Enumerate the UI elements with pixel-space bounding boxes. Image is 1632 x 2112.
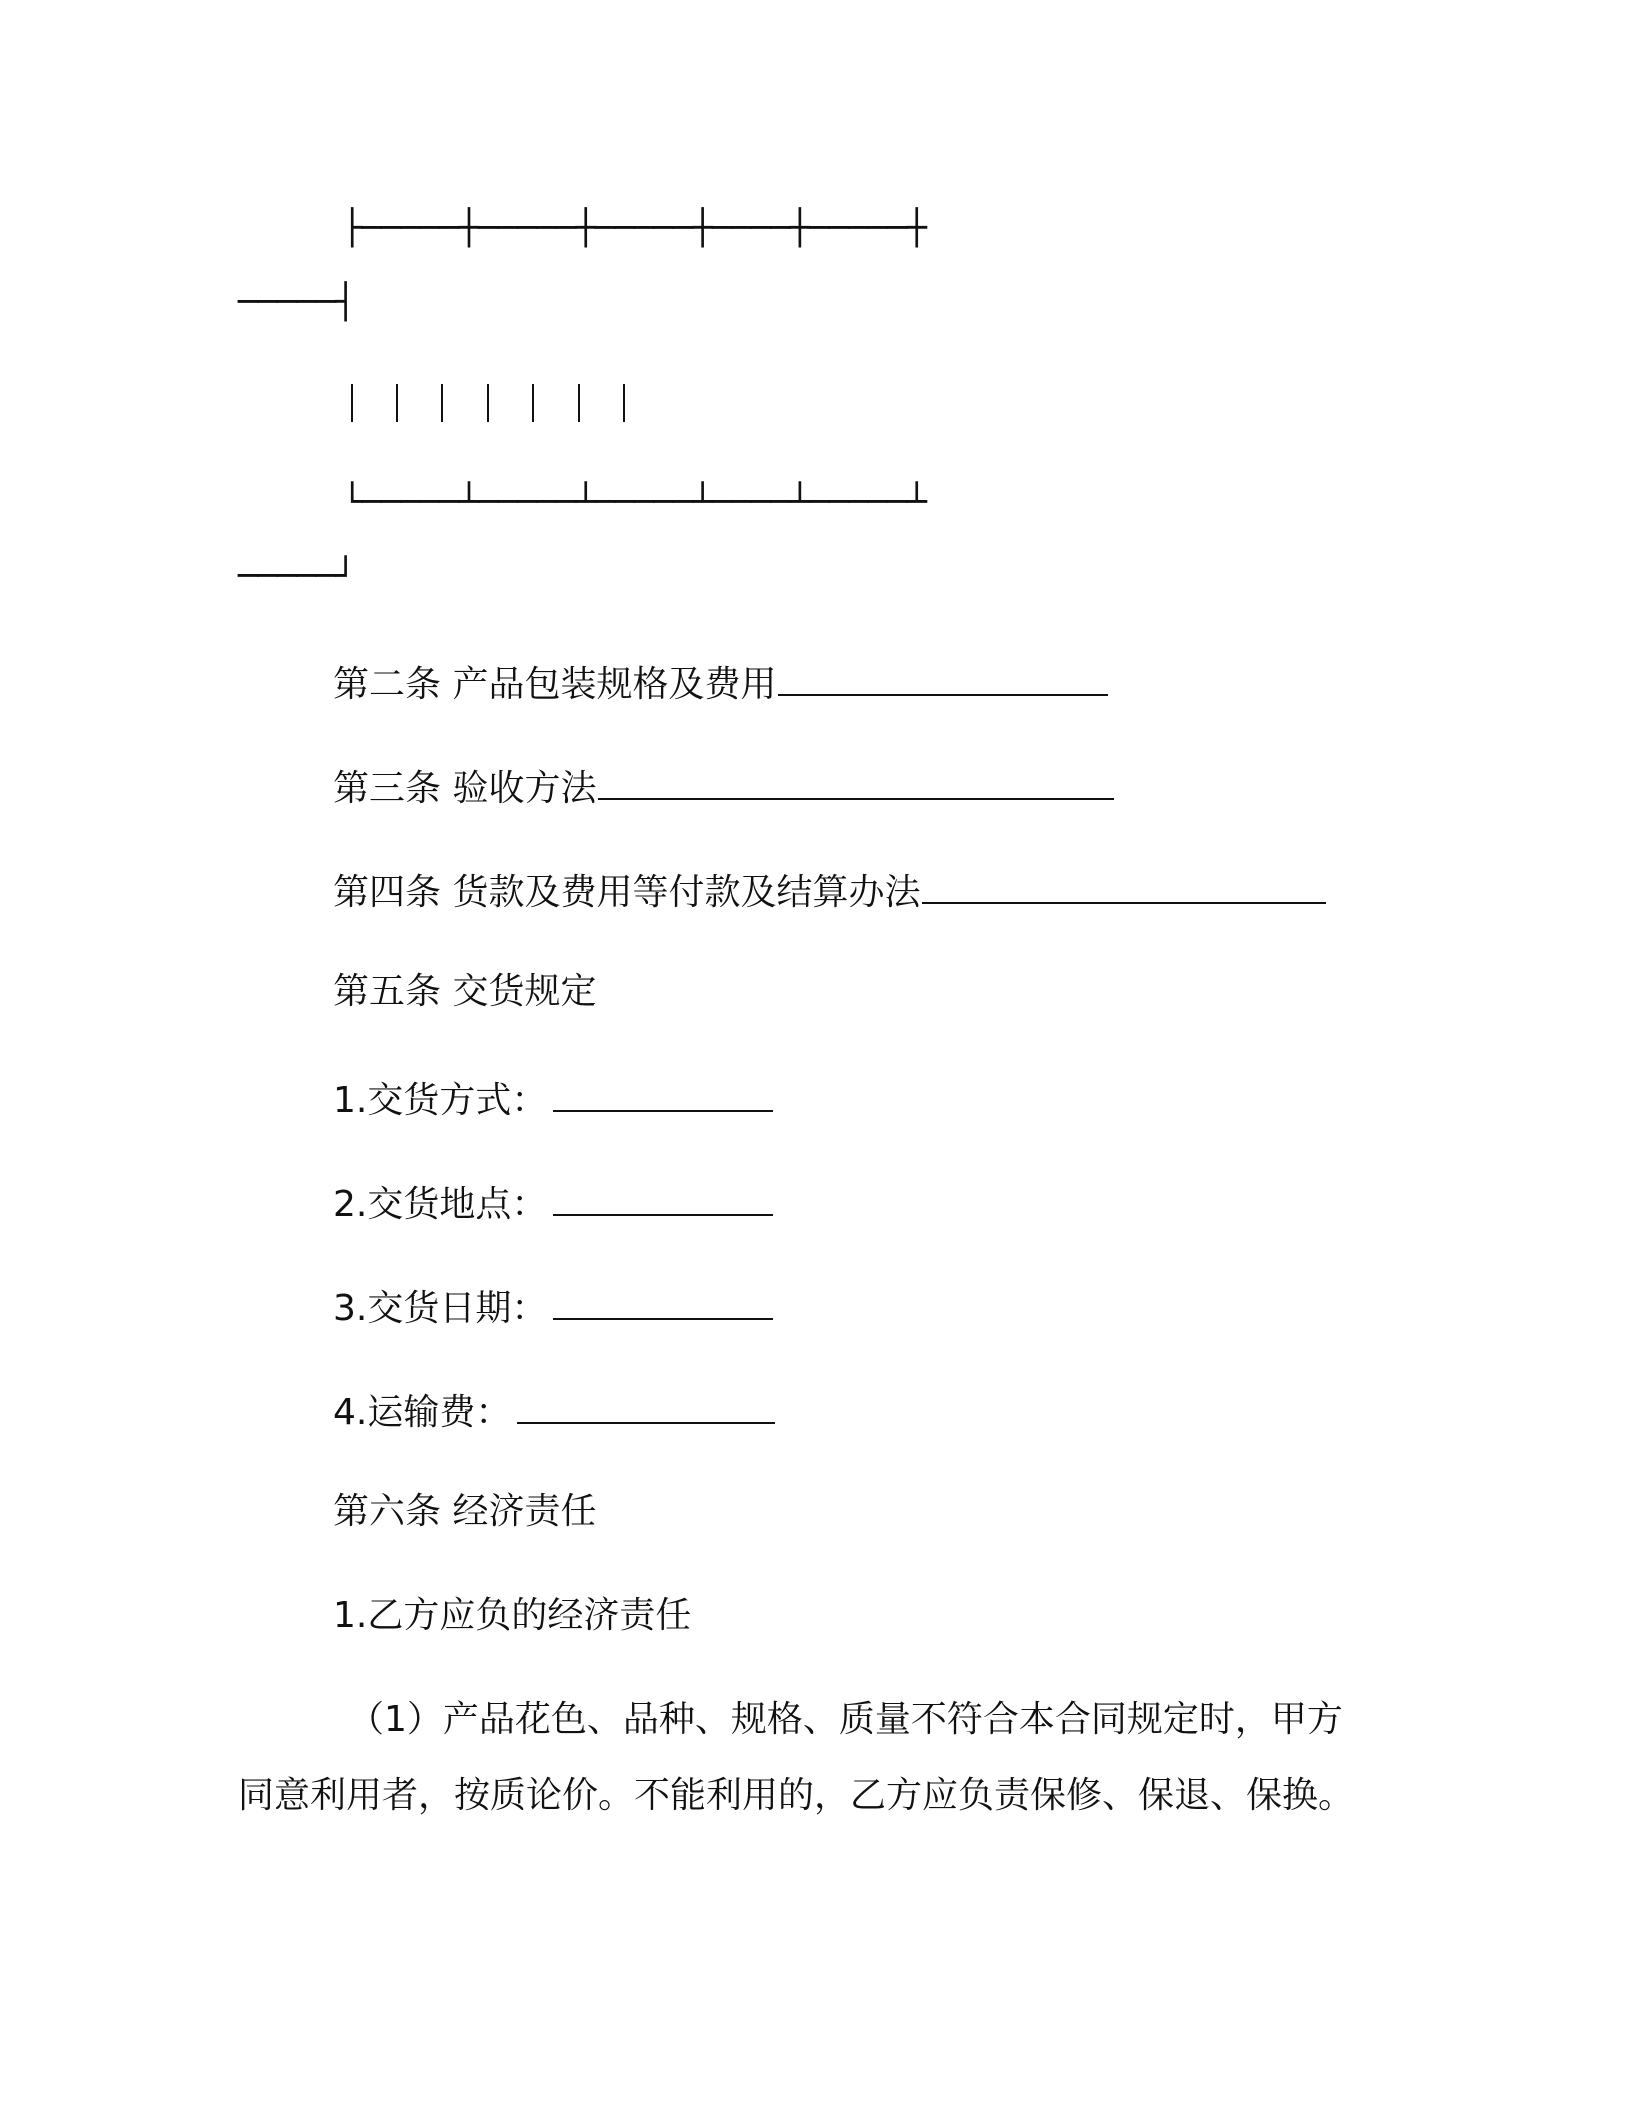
article-2-line: [333, 658, 1108, 707]
table-cell-divider: [351, 384, 353, 422]
article-3-fill-blank[interactable]: [598, 762, 1114, 800]
table-rule-top: ├─────┼─────┼─────┼────┼─────┼: [342, 208, 927, 248]
freight-fill-blank[interactable]: [517, 1386, 775, 1424]
table-rule-bottom: └─────┴─────┴─────┴────┴─────┴: [342, 482, 927, 522]
delivery-date-fill-blank[interactable]: [553, 1282, 773, 1320]
article-4-line: [333, 866, 1326, 915]
delivery-date-label: 3.交货日期：: [333, 1288, 548, 1329]
table-cell-divider: [487, 384, 489, 422]
article-3-line: [333, 762, 1114, 811]
table-cell-divider: [396, 384, 398, 422]
article-4-fill-blank[interactable]: [922, 866, 1326, 904]
delivery-place-fill-blank[interactable]: [553, 1178, 773, 1216]
table-cell-divider: [441, 384, 443, 422]
party-b-liability-heading: 1.乙方应负的经济责任: [333, 1595, 692, 1636]
table-cell-divider: [623, 384, 625, 422]
table-cell-divider: [578, 384, 580, 422]
freight-line: [333, 1386, 775, 1435]
delivery-method-fill-blank[interactable]: [553, 1074, 773, 1112]
article-3-text: 第三条 验收方法: [333, 768, 597, 809]
delivery-place-line: [333, 1178, 773, 1227]
delivery-method-label: 1.交货方式：: [333, 1080, 548, 1121]
delivery-date-line: [333, 1282, 773, 1331]
article-6-heading: 第六条 经济责任: [333, 1491, 597, 1532]
article-2-fill-blank[interactable]: [778, 658, 1108, 696]
table-cell-divider: [532, 384, 534, 422]
freight-label: 4.运输费：: [333, 1392, 512, 1433]
table-rule-top-continued: ─────┤: [238, 282, 355, 322]
delivery-place-label: 2.交货地点：: [333, 1184, 548, 1225]
article-2-text: 第二条 产品包装规格及费用: [333, 664, 777, 705]
clause-1-paragraph-line-1: （1）产品花色、品种、规格、质量不符合本合同规定时，甲方: [348, 1699, 1343, 1740]
article-4-text: 第四条 货款及费用等付款及结算办法: [333, 872, 921, 913]
delivery-method-line: [333, 1074, 773, 1123]
clause-1-paragraph-line-2: 同意利用者，按质论价。不能利用的，乙方应负责保修、保退、保换。: [238, 1775, 1355, 1816]
article-5-heading: 第五条 交货规定: [333, 971, 597, 1012]
table-rule-bottom-continued: ─────┘: [238, 556, 355, 596]
